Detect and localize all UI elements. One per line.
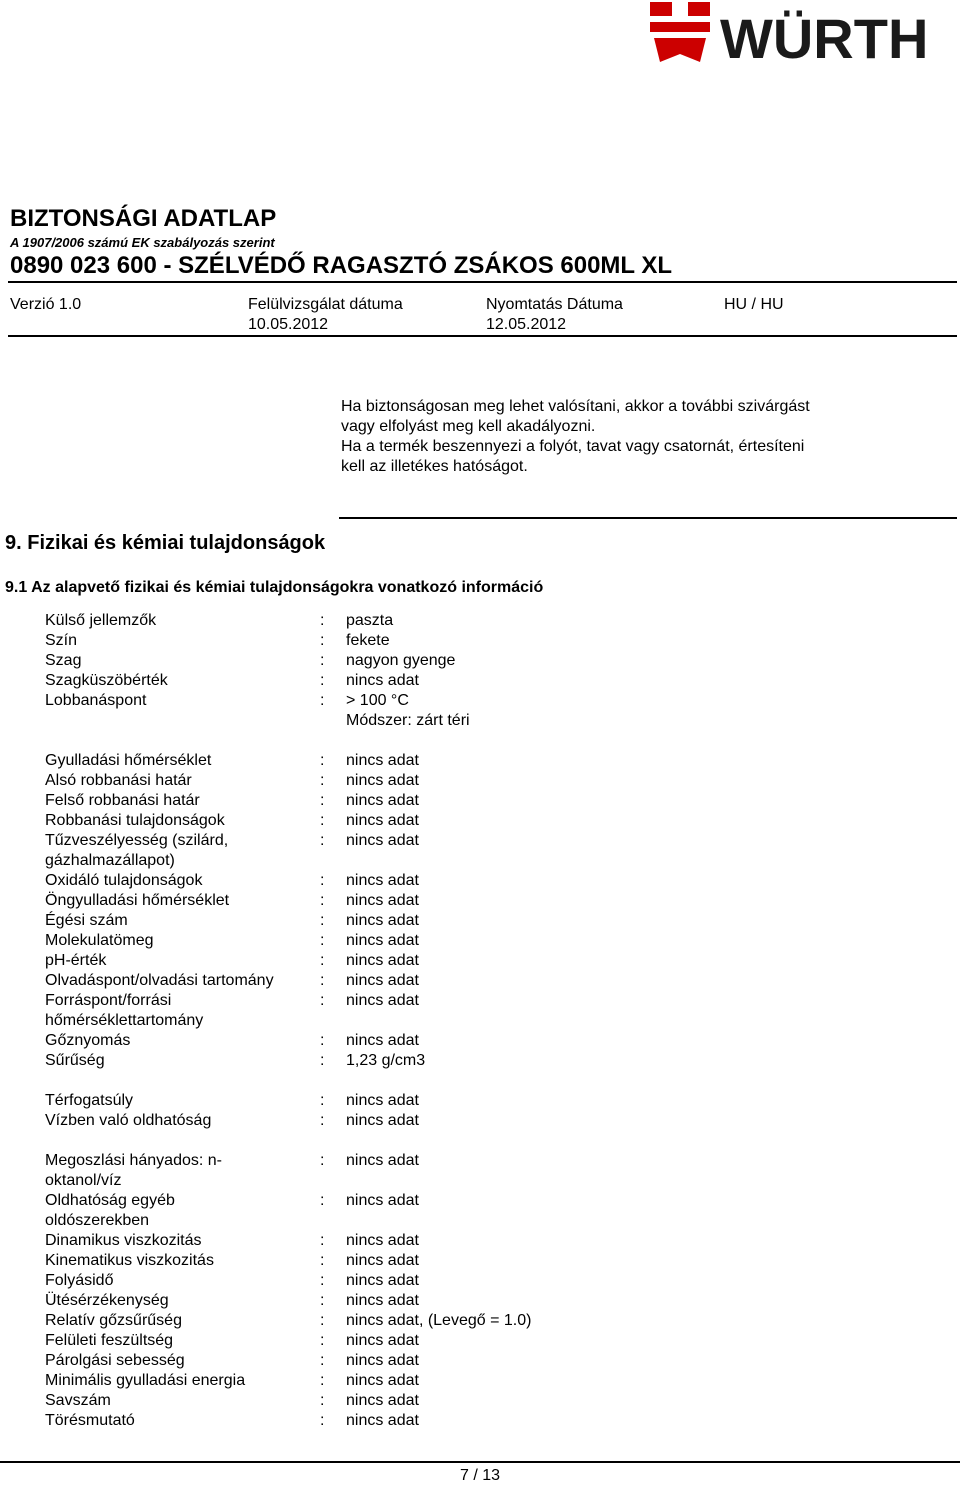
property-value [346,671,419,691]
property-value-line: nincs adat [346,1292,419,1309]
separator-colon: : [320,1232,325,1249]
property-label-line: Gyulladási hőmérséklet [45,752,212,769]
separator-colon: : [320,1352,325,1369]
separator-colon: : [320,972,325,989]
separator-colon: : [320,772,325,789]
print-date-label: Nyomtatás Dátuma [486,296,623,313]
property-label [45,1411,315,1431]
property-value-line: > 100 °C [346,692,409,709]
property-value [346,1331,419,1351]
review-date-label: Felülvizsgálat dátuma [248,296,403,313]
property-value-line: nincs adat [346,932,419,949]
property-row [45,1331,565,1351]
separator-colon: : [320,692,325,709]
property-value-line: nincs adat [346,672,419,689]
separator-colon: : [320,652,325,669]
property-label [45,751,315,771]
property-label [45,971,315,991]
property-value [346,871,419,891]
spacer [45,731,565,751]
property-label-line: pH-érték [45,952,107,969]
property-value-line: nincs adat [346,752,419,769]
property-row [45,1251,565,1271]
property-row [45,1411,565,1431]
separator-colon: : [320,1152,325,1169]
property-label-line: oldószerekben [45,1212,150,1229]
separator-colon: : [320,1252,325,1269]
separator-colon: : [320,1312,325,1329]
property-row [45,631,565,651]
property-value-line: nincs adat [346,792,419,809]
section-title: 9. Fizikai és kémiai tulajdonságok [5,532,326,554]
property-value [346,1351,419,1371]
meta-divider [8,335,957,337]
property-label-line: Dinamikus viszkozitás [45,1232,202,1249]
property-value-line: nincs adat [346,1152,419,1169]
property-row [45,1191,565,1231]
property-value-line: nincs adat [346,952,419,969]
property-label-line: oktanol/víz [45,1172,122,1189]
property-value-line: nincs adat [346,872,419,889]
property-label [45,1231,315,1251]
property-value [346,931,419,951]
property-label-line: Gőznyomás [45,1032,131,1049]
property-label-line: Felső robbanási határ [45,792,200,809]
property-label-line: Szag [45,652,82,669]
property-value-line: nincs adat [346,1352,419,1369]
property-row [45,871,565,891]
property-label [45,991,315,1031]
property-value-line: nincs adat [346,1192,419,1209]
property-value-line: nincs adat [346,912,419,929]
separator-colon: : [320,632,325,649]
separator-colon: : [320,1392,325,1409]
property-label [45,831,315,871]
property-label-line: Olvadáspont/olvadási tartomány [45,972,274,989]
property-value [346,631,390,651]
property-value-line: nincs adat [346,1392,419,1409]
property-value-line: nincs adat [346,1372,419,1389]
property-label [45,1271,315,1291]
section-divider [339,517,957,519]
property-value [346,1231,419,1251]
property-row [45,1031,565,1051]
property-value [346,951,419,971]
property-label-line: Lobbanáspont [45,692,147,709]
separator-colon: : [320,1372,325,1389]
property-label-line: Oldhatóság egyéb [45,1192,175,1209]
spacer [45,1131,565,1151]
property-row [45,951,565,971]
property-value [346,1291,419,1311]
separator-colon: : [320,1092,325,1109]
separator-colon: : [320,672,325,689]
property-row [45,911,565,931]
property-value-line: nincs adat [346,992,419,1009]
property-value [346,611,393,631]
review-date-value: 10.05.2012 [248,316,329,333]
property-row [45,991,565,1031]
separator-colon: : [320,1272,325,1289]
separator-colon: : [320,932,325,949]
property-label [45,611,315,631]
property-value [346,1151,419,1191]
spacer [45,1071,565,1091]
property-value-line: nincs adat [346,1112,419,1129]
review-date-block [248,295,403,335]
property-label-line: Kinematikus viszkozitás [45,1252,214,1269]
property-row [45,1371,565,1391]
header-divider [8,281,957,283]
property-label [45,811,315,831]
property-label [45,1331,315,1351]
property-label-line: gázhalmazállapot) [45,852,175,869]
property-row [45,811,565,831]
property-label [45,1191,315,1231]
property-row [45,771,565,791]
separator-colon: : [320,912,325,929]
property-value-line: nincs adat [346,772,419,789]
property-value-line: nincs adat [346,1032,419,1049]
property-label-line: Vízben való oldhatóság [45,1112,212,1129]
properties-table [45,611,565,1431]
separator-colon: : [320,1032,325,1049]
property-value-line: nincs adat [346,1252,419,1269]
property-label [45,911,315,931]
property-label [45,1051,315,1071]
property-label [45,691,315,731]
property-value-line: nincs adat [346,1332,419,1349]
property-value-line: nincs adat [346,972,419,989]
property-value [346,771,419,791]
property-value-line: nincs adat [346,832,419,849]
property-label-line: Sűrűség [45,1052,105,1069]
property-row [45,1151,565,1191]
property-label-line: Forráspont/forrási [45,992,172,1009]
property-value [346,1091,419,1111]
property-row [45,1111,565,1131]
separator-colon: : [320,812,325,829]
document-title: BIZTONSÁGI ADATLAP [10,205,277,232]
property-row [45,1291,565,1311]
property-row [45,891,565,911]
wurth-logo-mark [650,2,710,62]
property-row [45,1051,565,1071]
property-value [346,1391,419,1411]
property-row [45,1091,565,1111]
property-row [45,671,565,691]
property-label [45,1351,315,1371]
property-label-line: Savszám [45,1392,111,1409]
paragraph-line: vagy elfolyást meg kell akadályozni. [341,418,596,435]
property-value [346,971,419,991]
property-label-line: Folyásidő [45,1272,114,1289]
property-label [45,1291,315,1311]
property-label [45,1091,315,1111]
wurth-logo [648,0,960,68]
paragraph-line: Ha biztonságosan meg lehet valósítani, akkor a további szivárgást [341,398,810,415]
property-label-line: Külső jellemzők [45,612,157,629]
property-value [346,1251,419,1271]
property-value-line: nincs adat [346,1232,419,1249]
property-label [45,791,315,811]
property-value [346,831,419,871]
page-number: 7 / 13 [459,1467,501,1484]
property-value-line: nincs adat [346,1272,419,1289]
property-label-line: Szín [45,632,78,649]
property-label [45,1371,315,1391]
property-label [45,891,315,911]
property-value-line: 1,23 g/cm3 [346,1052,426,1069]
property-label [45,931,315,951]
wurth-logo-text: WÜRTH [720,7,929,68]
property-value [346,791,419,811]
property-value-line: nincs adat [346,1092,419,1109]
property-label-line: Tűzveszélyesség (szilárd, [45,832,229,849]
property-label-line: Oxidáló tulajdonságok [45,872,203,889]
property-value [346,691,470,731]
property-value [346,1031,419,1051]
property-label-line: Robbanási tulajdonságok [45,812,225,829]
property-value-line: nincs adat [346,1412,419,1429]
property-label [45,1031,315,1051]
property-value [346,1371,419,1391]
separator-colon: : [320,792,325,809]
property-value-line: paszta [346,612,394,629]
property-value [346,991,419,1031]
property-row [45,1311,565,1331]
property-label-line: Törésmutató [45,1412,135,1429]
property-value-line: nincs adat [346,812,419,829]
property-method-note: Módszer: zárt téri [346,712,470,729]
property-label-line: hőmérséklettartomány [45,1012,204,1029]
property-value [346,1411,419,1431]
property-value-line: nagyon gyenge [346,652,456,669]
property-row [45,1391,565,1411]
paragraph-line: Ha a termék beszennyezi a folyót, tavat vagy csatornát, értesíteni [341,438,805,455]
separator-colon: : [320,1412,325,1429]
property-label-line: Szagküszöbérték [45,672,168,689]
property-value-line: fekete [346,632,390,649]
property-label-line: Alsó robbanási határ [45,772,192,789]
property-label-line: Égési szám [45,912,128,929]
separator-colon: : [320,752,325,769]
property-row [45,931,565,951]
property-value [346,1271,419,1291]
property-label-line: Minimális gyulladási energia [45,1372,246,1389]
property-label [45,951,315,971]
property-row [45,1231,565,1251]
spill-advice-paragraph [341,397,901,477]
version-label: Verzió 1.0 [10,296,82,313]
property-value-line: nincs adat [346,892,419,909]
property-label [45,1111,315,1131]
separator-colon: : [320,612,325,629]
property-label-line: Térfogatsúly [45,1092,134,1109]
property-row [45,651,565,671]
property-row [45,611,565,631]
separator-colon: : [320,872,325,889]
language-code: HU / HU [724,296,784,313]
separator-colon: : [320,1292,325,1309]
property-row [45,971,565,991]
property-value [346,1191,419,1231]
property-value [346,891,419,911]
property-label-line: Molekulatömeg [45,932,154,949]
property-label [45,671,315,691]
property-row [45,791,565,811]
property-label [45,651,315,671]
separator-colon: : [320,1332,325,1349]
property-row [45,831,565,871]
regulation-subtitle: A 1907/2006 számú EK szabályozás szerint [10,235,275,250]
property-label [45,1151,315,1191]
separator-colon: : [320,952,325,969]
separator-colon: : [320,832,325,849]
property-row [45,751,565,771]
property-label [45,1311,315,1331]
print-date-value: 12.05.2012 [486,316,567,333]
property-label [45,1251,315,1271]
separator-colon: : [320,1192,325,1209]
product-title: 0890 023 600 - SZÉLVÉDŐ RAGASZTÓ ZSÁKOS 600ML XL [10,252,672,279]
property-value [346,811,419,831]
property-label-line: Megoszlási hányados: n- [45,1152,222,1169]
paragraph-line: kell az illetékes hatóságot. [341,458,528,475]
property-value [346,911,419,931]
property-label-line: Ütésérzékenység [45,1292,169,1309]
separator-colon: : [320,1052,325,1069]
property-label [45,1391,315,1411]
property-value [346,1111,419,1131]
print-date-block [486,295,623,335]
property-label-line: Párolgási sebesség [45,1352,185,1369]
separator-colon: : [320,992,325,1009]
property-label [45,631,315,651]
property-value [346,751,419,771]
property-label [45,771,315,791]
property-label-line: Felületi feszültség [45,1332,174,1349]
property-value [346,1311,531,1331]
property-label-line: Relatív gőzsűrűség [45,1312,182,1329]
property-row [45,1271,565,1291]
property-row [45,1351,565,1371]
separator-colon: : [320,1112,325,1129]
property-label [45,871,315,891]
property-value [346,651,455,671]
property-row [45,691,565,731]
footer-divider [0,1461,960,1463]
property-value [346,1051,425,1071]
subsection-title: 9.1 Az alapvető fizikai és kémiai tulajdonságokra vonatkozó információ [5,579,544,596]
property-label-line: Öngyulladási hőmérséklet [45,892,230,909]
separator-colon: : [320,892,325,909]
property-value-line: nincs adat, (Levegő = 1.0) [346,1312,532,1329]
